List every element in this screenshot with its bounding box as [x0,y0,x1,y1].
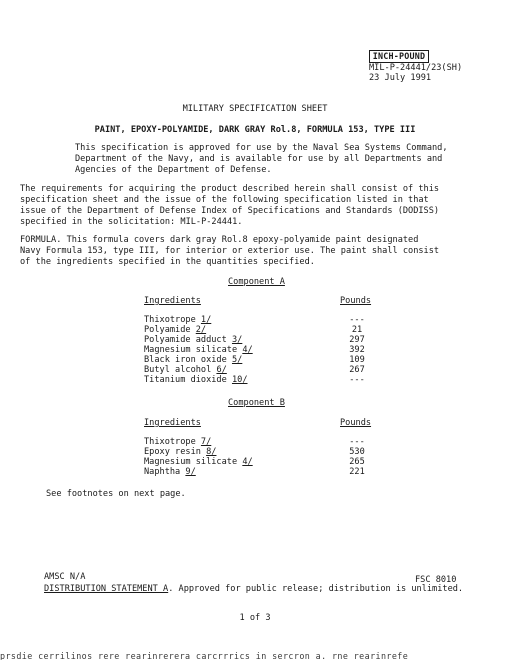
distribution-label: DISTRIBUTION STATEMENT A [44,584,169,594]
table-row [144,438,211,447]
ingredient-pounds: --- [349,315,365,325]
footnote-ref: 8/ [206,447,217,457]
ingredient-name: Black iron oxide [144,355,232,365]
footnote-ref: 7/ [200,437,212,447]
ingredient-name: Naphtha [144,467,186,477]
ingredient-name: Polyamide adduct [144,335,232,345]
ingredient-pounds: 392 [349,345,365,355]
approval-line-1: This specification is approved for use by the Naval Sea Systems Command, [75,143,448,153]
table-row [144,336,242,345]
table-row [144,316,211,325]
table-row [144,346,253,355]
component-b-title: Component B [228,398,285,408]
footnote-ref: 3/ [231,335,243,345]
requirements-line-2: specification sheet and the issue of the following specification listed in that [20,195,429,205]
amsc-label: AMSC N/A [44,572,86,582]
footnote-ref: 1/ [200,315,212,325]
ingredient-name: Butyl alcohol [144,365,217,375]
distribution-text: . Approved for public release; distribution is unlimited. [168,584,464,594]
ingredient-pounds: --- [349,437,365,447]
footnote-ref: 4/ [242,457,253,467]
ingredient-name: Thixotrope [144,437,201,447]
formula-line-2: Navy Formula 153, type III, for interior or exterior use. The paint shall consist [20,246,440,256]
ingredient-name: Thixotrope [144,315,201,325]
ingredient-name: Magnesium silicate [144,345,243,355]
component-b-pounds-header: Pounds [340,418,372,428]
table-row [144,376,248,385]
footnote-ref: 4/ [242,345,253,355]
ingredient-name: Titanium dioxide [144,375,232,385]
table-row [144,468,196,477]
table-row [144,366,227,375]
sheet-title: MILITARY SPECIFICATION SHEET [182,104,328,114]
footnote-ref: 6/ [216,365,227,375]
table-row [144,356,242,365]
footnote-ref: 2/ [195,325,207,335]
ingredient-pounds: --- [349,375,365,385]
footnote-reference: See footnotes on next page. [46,489,186,499]
table-row [144,458,253,467]
component-a-ingredients-header: Ingredients [144,296,201,306]
footnote-ref: 9/ [185,467,196,477]
formula-line-1: FORMULA. This formula covers dark gray Rol.8 epoxy-polyamide paint designated [20,235,419,245]
distribution-statement [44,585,463,594]
ingredient-pounds: 109 [349,355,365,365]
inch-pound-label: INCH-POUND [369,50,429,63]
footnote-ref: 10/ [231,375,248,385]
ingredient-pounds: 221 [349,467,365,477]
ingredient-pounds: 297 [349,335,365,345]
bleed-through-text: prsdie cerrilinos rere rearinrerera carcrrrics in sercron a. rne rearinrefe [0,652,409,660]
table-row [144,326,206,335]
document-number: MIL-P-24441/23(SH) [369,63,463,73]
requirements-line-1: The requirements for acquiring the product described herein shall consist of this [20,184,440,194]
component-b-ingredients-header: Ingredients [144,418,201,428]
requirements-line-3: issue of the Department of Defense Index of Specifications and Standards (DODISS) [20,206,440,216]
ingredient-pounds: 21 [351,325,363,335]
component-a-pounds-header: Pounds [340,296,372,306]
ingredient-name: Epoxy resin [144,447,207,457]
formula-line-3: of the ingredients specified in the quantities specified. [20,257,315,267]
ingredient-pounds: 530 [349,447,365,457]
page-number: 1 of 3 [239,613,271,623]
approval-line-3: Agencies of the Department of Defense. [75,165,272,175]
product-title: PAINT, EPOXY-POLYAMIDE, DARK GRAY Rol.8, FORMULA 153, TYPE III [94,125,416,135]
fsc-label: FSC 8010 [415,575,457,585]
component-a-title: Component A [228,277,285,287]
document-date: 23 July 1991 [369,73,432,83]
footnote-ref: 5/ [231,355,243,365]
ingredient-name: Polyamide [144,325,196,335]
ingredient-pounds: 267 [349,365,365,375]
approval-line-2: Department of the Navy, and is available for use by all Departments and [75,154,443,164]
table-row [144,448,216,457]
ingredient-name: Magnesium silicate [144,457,243,467]
ingredient-pounds: 265 [349,457,365,467]
requirements-line-4: specified in the solicitation: MIL-P-24441. [20,217,243,227]
